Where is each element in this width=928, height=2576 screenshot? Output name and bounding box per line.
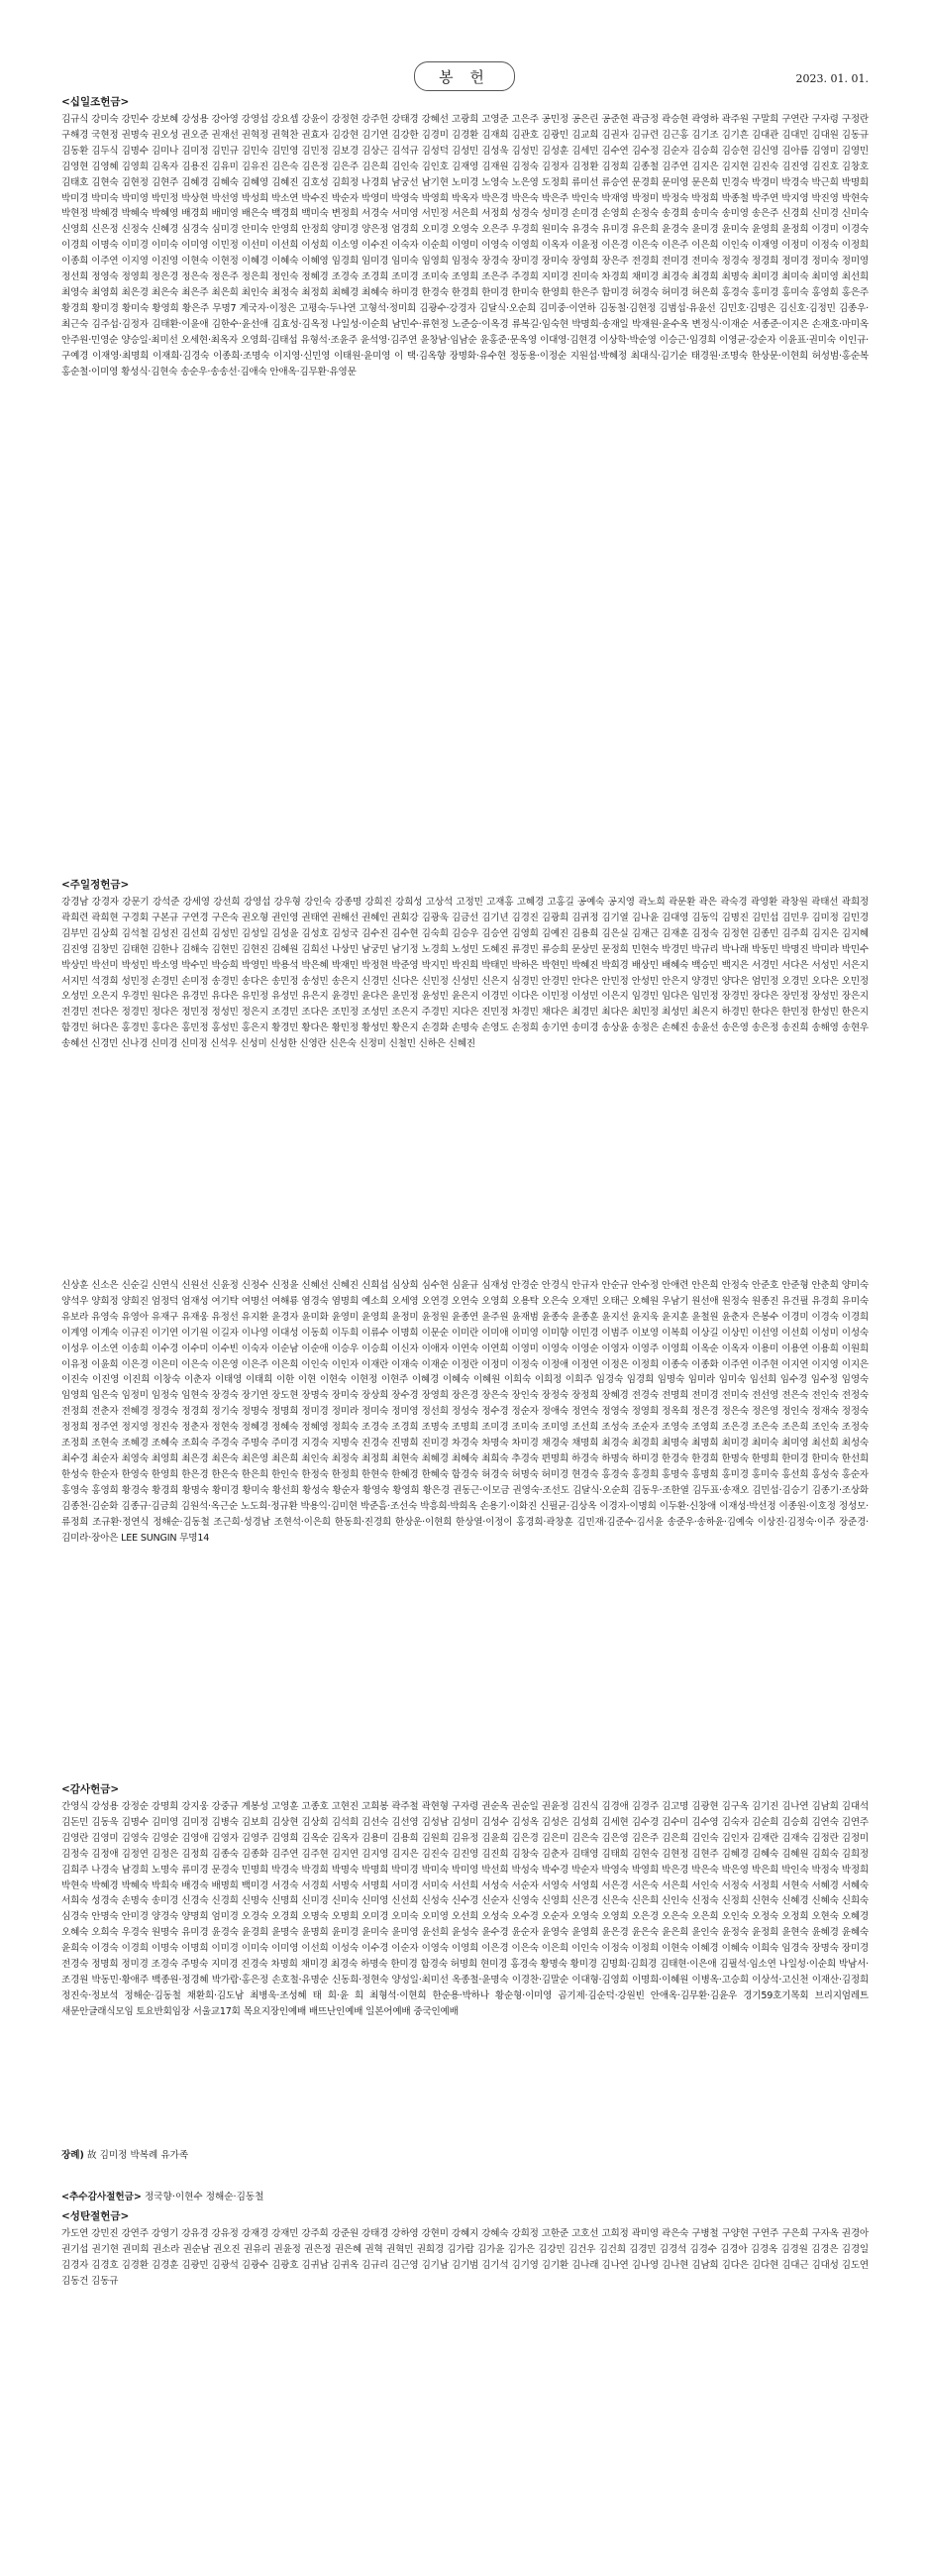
donor-list: 신상훈 신소은 신순길 신연식 신원선 신윤정 신정수 신정윤 신혜선 신혜진 신희섭 심상희 심수현 심윤규 심재성 안경순 안경식 안규자 안순규 안수정 안애련 안은희 안정숙 안준호 안준형 안춘희 양미숙 양석우 양희정 양희진 엄정덕 엄재성 여기탁 여명선 여해룡 염경숙 염명희 예소희 오세영 오연경 오연숙 오영희 오용탁 오은숙 오재민 오태근 오혜원 우남기 원선애 원정숙 원종진 유건필 유경희 유미숙 유보라 유영숙 유영아 유재구 유재웅 유정선 유지환 윤경자 윤미화 윤영미 윤영희 윤정미 윤정원 윤종연 윤주원 윤재범 윤종숙 윤종훈 윤지선 윤지욱 윤지훈 윤철원 윤춘자 은봉수 이경미 이경숙 이경희 이계영 이계숙 이규진 이기연 이기원 이길자 이나영 이대성 이동희 이두희 이류수 이명희 이문순 이미란 이미애 이미영 이미향 이민경 이범주 이보영 이복희 이상길 이상민 이선영 이선희 이성미 이성숙 이성우 이소연 이송희 이수경 이수미 이수빈 이숙자 이순남 이순애 이승우 이승희 이신자 이애자 이연숙 이연희 이영미 이영숙 이영순 이영자 이영주 이영희 이옥순 이옥자 이용미 이용연 이용희 이원희 이유정 이윤희 이은경 이은미 이은숙 이은영 이은주 이은희 이인숙 이인자 이재란 이재숙 이재순 이정란 이정미 이정숙 이정애 이정연 이정은 이정희 이종숙 이종화 이주연 이주현 이지연 이지영 이지은 이진숙 이진영 이진희 이창숙 이춘자 이태영 이태희 이한 이현 이현숙 이현정 이현주 이혜경 이혜숙 이혜원 이희숙 이희정 이희주 임경숙 임경희 임명숙 임미라 임미숙 임선희 임수경 임수정 임영숙 임영희 임은숙 임정미 임정숙 임현숙 장경숙 장기연 장도현 장명숙 장미숙 장상희 장수경 장영희 장은경 장은숙 장인숙 장정숙 장정희 장혜경 전경숙 전명희 전미경 전미숙 전선영 전은숙 전인숙 전정숙 전정희 전춘자 전혜경 정경숙 정경희 정기숙 정명숙 정명희 정미경 정미라 정미숙 정미영 정선희 정성숙 정수경 정순자 정애숙 정연숙 정영숙 정영희 정옥희 정은경 정은숙 정은영 정인숙 정재숙 정정숙 정정희 정주연 정지영 정진숙 정춘자 정현숙 정혜경 정혜숙 정혜영 정희숙 조경숙 조경희 조명숙 조명희 조미경 조미숙 조미영 조선희 조성숙 조순자 조영숙 조영희 조은경 조은숙 조은희 조인숙 조정숙 조정희 조현숙 조혜경 조혜숙 조희숙 주경숙 주명숙 주미경 지경숙 지명숙 진경숙 진명희 진미경 차경숙 차명숙 차미경 채경숙 채명희 최경숙 최경희 최명숙 최명희 최미경 최미숙 최미영 최선희 최성숙 최수경 최순자 최영숙 최영희 최은경 최은숙 최은영 최은희 최인숙 최정숙 최정희 최현숙 최혜경 최혜숙 최희숙 추경숙 편명희 하경숙 하명숙 하미경 한경숙 한경희 한명숙 한명희 한미경 한미숙 한선희 한성숙 한순자 한영숙 한영희 한은경 한은숙 한은희 한인숙 한정숙 한정희 한현숙 한혜경 한혜숙 함경숙 허경숙 허명숙 허미경 현경숙 홍경숙 홍경희 홍명숙 홍명희 홍미경 홍미숙 홍선희 홍성숙 홍순자 홍영숙 홍영희 황경숙 황경희 황명숙 황미경 황미숙 황선희 황성숙 황순자 황영숙 황영희 황은경 권동근·이모금 권영숙·조선도 김달식·오순희 김동우·조한열 김두표·송재오 김민섭·김승기 김종기·조상화 김종천·김순화 김종규·김금희 김원석·옥근순 노도희·정규환 박용익·김미현 박준흠·조선숙 박흥희·박희옥 손용기·이화진 신필균·김상옥 이경자·이명희 이두환·신창애 이재성·박선정 이종원·이호정 정성모·류정희 조규환·정연식 정해순·김동철 조근희·성경남 조현석·이은희 한동희·진경희 한상운·이현희 한상열·이정이 홍경희·곽창훈 김민재·김준수·김서윤 송준우·송하윤·김예숙 이상진·김정숙·이주 장준경·김미라·장아은 LEE SUNGIN 무명14 bbox=[61, 1280, 869, 1544]
section-heading: <추수감사절헌금> bbox=[61, 2192, 142, 2202]
bulletin-date: 2023. 01. 01. bbox=[795, 72, 869, 85]
section-sunday-offering bbox=[61, 878, 869, 1215]
section-special bbox=[61, 2190, 869, 2337]
memorial-line bbox=[61, 2148, 869, 2164]
section-tithe bbox=[61, 95, 869, 870]
section-heading: <주일정헌금> bbox=[61, 879, 130, 891]
harvest-line bbox=[61, 2190, 869, 2205]
donor-list: 강경남 강경자 강문기 강석준 강세영 강선희 강영섭 강우형 강인숙 강종명 강희진 강희성 고상석 고정민 고재홍 고혜경 고홍길 공예숙 공지영 곽노희 곽문환 곽은 곽숙경 곽영환 곽창원 곽태선 곽희정 곽희련 곽희현 구경회 구본규 구연경 구은숙 권오형 권인영 권태연 권해선 권혜인 권회강 김광욱 김금선 김기년 김경진 김광희 김귀정 김기열 김나윤 김대영 김동익 김명진 김민섭 김민우 김미정 김민경 김부민 김상희 김석철 김성진 김선희 김성민 김성일 김성윤 김성호 김성국 김수진 김수현 김숙희 김승우 김승연 김영희 김예진 김용희 김은실 김재근 김재훈 김정숙 김정현 김종민 김주희 김지은 김지혜 김진영 김창민 김태현 김한나 김해숙 김현민 김현진 김혜원 김희선 나상민 남궁민 남기정 노경희 노성민 도혜진 류경민 류승희 문상민 문정희 민현숙 박경민 박규리 박나래 박동민 박명진 박미라 박민수 박상민 박선미 박성민 박소영 박수민 박승희 박영민 박용석 박은혜 박재민 박정현 박준영 박지민 박진희 박태민 박하은 박현민 박혜진 박희경 배상민 배혜숙 백승민 백지은 서경민 서다은 서성민 서은지 서지민 석경희 성민정 손경민 손미정 송경민 송다은 송민정 송성민 송은지 신경민 신다은 신민정 신성민 신은지 심경민 안경민 안다은 안민정 안성민 안은지 양경민 양다은 엄민정 오경민 오다은 오민정 오성민 오은지 우경민 원다은 유경민 유다은 유민정 유성민 유은지 윤경민 윤다은 윤민정 윤성민 윤은지 이경민 이다은 이민정 이성민 이은지 임경민 임다은 임민정 장경민 장다은 장민정 장성민 장은지 전경민 전다은 정경민 정다은 정민정 정성민 정은지 조경민 조다은 조민정 조성민 조은지 주경민 지다은 진민정 차경민 채다은 최경민 최다은 최민정 최성민 최은지 하경민 한다은 한민정 한성민 한은지 함경민 허다은 홍경민 홍다은 홍민정 홍성민 홍은지 황경민 황다은 황민정 황성민 황은지 손경화 손명숙 손영도 손정희 송기연 송미경 송상윤 송정은 손혜진 송윤선 송은영 송은정 송진희 송해영 송현우 송혜선 신경민 신나경 신미경 신미정 신석우 신성미 신성한 신영란 신은숙 신정미 신철민 신하은 신혜진 bbox=[61, 897, 869, 1050]
page-title: 봉 헌 bbox=[439, 67, 490, 86]
section-sunday-offering-continued bbox=[61, 1278, 869, 1766]
title-box bbox=[414, 61, 515, 91]
section-heading: <십일조헌금> bbox=[61, 96, 130, 108]
section-thanksgiving bbox=[61, 1782, 869, 2164]
section-heading: <성탄절헌금> bbox=[61, 2209, 130, 2222]
donor-list: 김규식 강미숙 강민수 강보혜 강성용 강아영 강영섭 강요셉 강윤이 강정현 강주헌 강태경 강혜선 고광희 고영준 고은주 공민정 공은린 공준현 곽금정 곽승현 곽영하 곽주원 구말희 구연란 구자령 구정란 구해경 국현정 권명숙 권오성 권오준 권재선 권혁정 권혁찬 권효자 김강현 김기연 김강한 김경미 김경환 김재희 김관호 김광민 김교희 김권자 김규련 김근홍 김기조 김기흔 김대관 김대민 김대원 김동규 김동환 김두식 김명수 김미나 김미정 김민규 김민숙 김민영 김민정 김보경 김상근 김석규 김성덕 김성민 김성욱 김성민 김성훈 김세민 김수연 김수정 김순자 김승희 김승현 김신영 김아름 김영미 김영민 김영현 김영혜 김영희 김옥자 김용진 김유미 김유진 김은숙 김은정 김은주 김은희 김인숙 김인호 김재영 김재원 김정숙 김정자 김정환 김정희 김종철 김주연 김지은 김지현 김진숙 김진영 김진호 김창호 김태호 김현숙 김현정 김현주 김혜경 김혜숙 김혜영 김혜진 김호성 김희정 나경희 남궁선 남기현 노미경 노영숙 노은영 도정희 류미선 류승연 문경희 문미영 문은희 민경숙 박경미 박경숙 박근희 박명희 박미경 박미숙 박미영 박민정 박상현 박선영 박성희 박소연 박수진 박순자 박영미 박영숙 박영희 박옥자 박은경 박은숙 박은주 박인숙 박재영 박정미 박정숙 박정희 박종철 박주연 박지영 박진영 박현숙 박현정 박혜경 박혜숙 박혜영 배경희 배미영 배은숙 백경희 백미숙 변정희 서경숙 서미영 서민정 서은희 서정희 성경숙 성미경 손미경 손영희 손정숙 송경희 송미숙 송미영 송은주 신경희 신미경 신미숙 신영희 신은정 신정숙 신혜경 심경숙 심미경 안미숙 안영희 안정희 양미경 양은정 엄경희 오미경 오영숙 오은주 우경희 원미숙 유경숙 유미경 유은희 윤경숙 윤미경 윤미숙 윤영희 윤정희 이경미 이경숙 이경희 이명숙 이미경 이미숙 이미영 이민정 이선미 이선희 이성희 이소영 이수진 이숙자 이순희 이영미 이영숙 이영희 이옥자 이윤정 이은경 이은숙 이은주 이은희 이인숙 이재영 이정미 이정숙 이정희 이종희 이주연 이지영 이진영 이현숙 이현정 이혜경 이혜숙 이혜영 임경희 임미경 임미숙 임영희 임정숙 장경숙 장미경 장미숙 장영희 장은주 전경희 전미경 전미숙 정경숙 정경희 정미경 정미숙 정미영 정선희 정영숙 정영희 정은경 정은숙 정은주 정은희 정인숙 정혜경 조경숙 조경희 조미경 조미숙 조영희 조은주 주경희 지미경 진미숙 차경희 채미경 최경숙 최경희 최명숙 최미경 최미숙 최미영 최선희 최영숙 최영희 최은경 최은숙 최은주 최은희 최인숙 최정숙 최정희 최혜경 최혜숙 하미경 한경숙 한경희 한미경 한미숙 한영희 한은주 함미경 허경숙 허미경 허은희 홍경숙 홍미경 홍미숙 홍영희 홍은주 황경희 황미경 황미숙 황영희 황은주 무명7 계국자·이정은 고평숙·두나연 고형석·정미희 김광수·강경자 김달식·오순희 김미중·이연하 김동철·김현정 김범섭·유윤선 김민호·김명은 김신호·김정민 김종우·최근숙 김주섭·김정자 김태환·이윤애 김한수·윤선애 김효성·김옥정 나일성·이순희 남민수·류현정 노준승·이옥경 류복길·임숙현 박명희·송재일 박재원·윤수옥 변정식·이재순 서종준·이지은 손재호·마미옥 안주원·민영순 양승일·최미선 오세현·최옥자 오영희·김태섭 유형석·조윤주 윤석영·김주연 윤창남·임남순 윤홍준·문옥영 이대영·김현경 이상학·박순영 이승근·임경희 이영균·강순자 이윤표·권미숙 이인규·구예경 이재영·최명희 이재희·김경숙 이종희·조명숙 이지영·신민영 이태원·윤미영 이 택·김옥향 장명화·유수현 정동용·이정순 지원섭·박혜정 최대식·김기순 태경원·조명숙 한상문·이현희 허성범·홍순복 홍순철·이미영 황성식·김현숙 송순우·송송선·김애숙 안애옥·김무환·유영문 bbox=[61, 114, 869, 377]
memorial-names: 故 김미정 박복례 유가족 bbox=[86, 2150, 189, 2161]
donor-list: 가도연 강민진 강연주 강영기 강유경 강유정 강재경 강재민 강주희 강준원 강태경 강하영 강현미 강혜지 강혜숙 강희정 고한준 고호선 고희정 곽미영 곽은숙 구병철 구양현 구연주 구은희 구자옥 권경아 권기섭 권기현 권미희 권소라 권순남 권오진 권유리 권윤정 권은정 권은혜 권혁 권혁민 권희경 김가람 김가윤 김가은 김강민 김건우 김건희 김경민 김경석 김경수 김경아 김경옥 김경원 김경은 김경일 김경자 김경호 김경환 김경훈 김광민 김광석 김광수 김광호 김귀남 김귀옥 김규리 김근영 김기남 김기범 김기석 김기영 김기환 김나래 김나연 김나영 김나현 김남희 김다은 김다현 김대근 김대성 김도연 김동건 김동규 bbox=[61, 2227, 869, 2287]
harvest-names: 정국향·이현수 정해순·김동철 bbox=[145, 2192, 264, 2202]
memorial-label: 장례) bbox=[61, 2150, 84, 2161]
section-heading: <감사헌금> bbox=[61, 1783, 120, 1795]
donor-list: 간영식 강성용 강정순 강명희 강지웅 강중규 계봉성 고영훈 고종호 고현진 고희봉 곽주철 곽현형 구자령 권순옥 권순일 권윤정 김진식 김경애 김경주 김고명 김광현 김구옥 김기진 김나연 김남희 김대석 김돈민 김동욱 김명수 김미영 김미정 김병숙 김보희 김상현 김상희 김석희 김선숙 김선영 김성남 김성미 김성수 김성옥 김성은 김성희 김세현 김수경 김수미 김수영 김숙자 김순희 김승희 김연숙 김연주 김영란 김영미 김영숙 김영순 김영애 김영자 김영주 김영희 김옥순 김옥자 김용미 김용희 김원희 김유정 김윤희 김은경 김은미 김은숙 김은영 김은주 김은희 김인숙 김인자 김재란 김재숙 김정란 김정미 김정숙 김정애 김정연 김정은 김정희 김종숙 김종화 김주연 김주현 김지연 김지영 김지은 김진숙 김진영 김진희 김창숙 김춘자 김태영 김태희 김현숙 김현정 김현주 김혜경 김혜숙 김혜원 김희숙 김희정 김희주 나경숙 남경희 노명숙 류미경 문경숙 민명희 박경숙 박경희 박명숙 박명희 박미경 박미숙 박미영 박선희 박성숙 박수경 박순자 박영숙 박영희 박은경 박은숙 박은영 박은희 박인숙 박정숙 박정희 박현숙 박혜경 박혜숙 박희숙 배경숙 배명희 백미경 서경숙 서경희 서명숙 서명희 서미경 서미숙 서선희 서성숙 서순자 서영숙 서영희 서은경 서은숙 서은희 서인숙 서정숙 서정희 서현숙 서혜경 서혜숙 서희숙 성경숙 손명숙 송미경 신경숙 신경희 신명숙 신명희 신미경 신미숙 신미영 신선희 신성숙 신수경 신순자 신영숙 신영희 신은경 신은숙 신은희 신인숙 신정숙 신정희 신현숙 신혜경 신혜숙 신희숙 심경숙 안명숙 안미경 양경숙 양명희 엄미경 오경숙 오경희 오명숙 오명희 오미경 오미숙 오미영 오선희 오성숙 오수경 오순자 오영숙 오영희 오은경 오은숙 오은희 오인숙 오정숙 오정희 오현숙 오혜경 오혜숙 오희숙 우경숙 원명숙 유미경 윤경숙 윤경희 윤명숙 윤명희 윤미경 윤미숙 윤미영 윤선희 윤성숙 윤수경 윤순자 윤영숙 윤영희 윤은경 윤은숙 윤은희 윤인숙 윤정숙 윤정희 윤현숙 윤혜경 윤혜숙 윤희숙 이경숙 이경희 이명숙 이명희 이미경 이미숙 이미영 이선희 이성숙 이수경 이순자 이영숙 이영희 이은경 이은숙 이은희 이인숙 이정숙 이정희 이현숙 이혜경 이혜숙 이희숙 임경숙 장명숙 장미경 전경숙 정명희 정미경 조경숙 주명숙 지미경 진경숙 차명희 채미경 최경숙 하명숙 한미경 함경숙 허명희 현미경 홍경숙 황명숙 황미경 김명희·김희경 김태현·이은애 김필석·임소연 나일성·이순희 박남서·조경원 박동민·황애주 백종원·정경혜 박가람·홍은정 손호철·유명순 신동희·정현숙 양성일·최미선 옥종철·윤명숙 이경찬·김말순 이대형·김영희 이명희·이혜원 이병옥·고승희 이상석·고신천 이재산·김정희 정진숙·정보석 정해순·김동철 채환희·김도남 최병욱·조성혜 태 희·윤 희 최형석·이현희 한순용·박하나 황순형·이미영 곱기제·김순덕·강원빈 안애옥·김무환·김윤우 경기59호기목회 브리지엄레트 새문안글래식모임 토요반회임장 서울교17회 목요지장인예배 배뜨난인예배 일본어예배 중국인예배 bbox=[61, 1801, 869, 2017]
